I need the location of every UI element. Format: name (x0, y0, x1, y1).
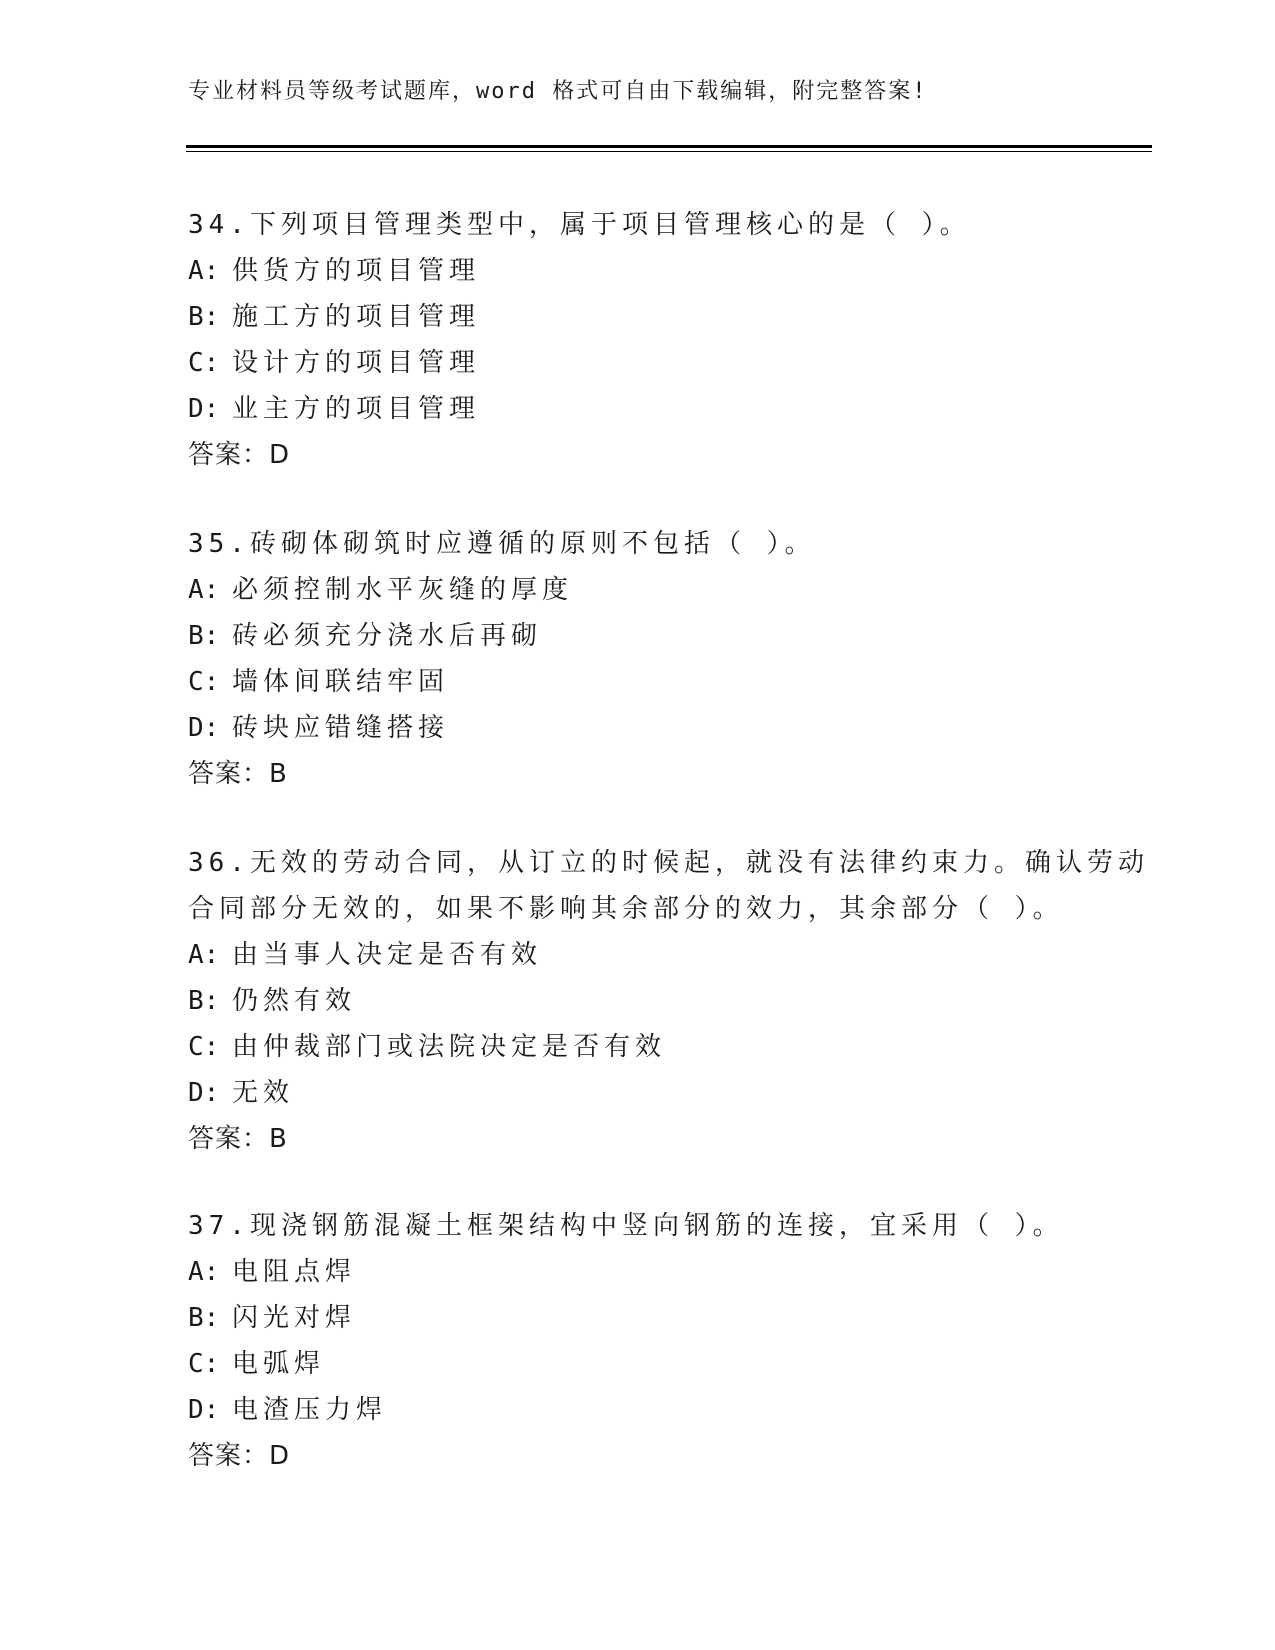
option-text: 仍然有效 (232, 986, 357, 1016)
option-text: 由当事人决定是否有效 (232, 940, 543, 970)
option-text: 电弧焊 (232, 1349, 326, 1379)
option-letter: B: (188, 986, 220, 1016)
option-text: 设计方的项目管理 (232, 348, 481, 378)
question-34 (188, 202, 1088, 478)
question-stem: 37.现浇钢筋混凝土框架结构中竖向钢筋的连接，宜采用（ ）。 (188, 1211, 1064, 1241)
answer-line: 答案：D (188, 440, 291, 470)
option-a (188, 248, 1088, 294)
option-letter: A: (188, 1257, 220, 1287)
option-letter: D: (188, 394, 220, 424)
option-b (188, 294, 1088, 340)
option-d (188, 705, 1088, 751)
option-d (188, 1387, 1088, 1433)
option-a (188, 932, 1088, 978)
option-letter: A: (188, 256, 220, 286)
option-text: 供货方的项目管理 (232, 256, 481, 286)
option-text: 业主方的项目管理 (232, 394, 481, 424)
question-stem-continued: 合同部分无效的，如果不影响其余部分的效力，其余部分（ ）。 (188, 894, 1064, 924)
answer-line: 答案：D (188, 1441, 291, 1471)
option-b (188, 613, 1088, 659)
option-letter: A: (188, 940, 220, 970)
option-text: 施工方的项目管理 (232, 302, 481, 332)
answer-line: 答案：B (188, 1124, 288, 1154)
question-stem: 34.下列项目管理类型中，属于项目管理核心的是（ ）。 (188, 210, 971, 240)
question-stem: 36.无效的劳动合同，从订立的时候起，就没有法律约束力。确认劳动 (188, 848, 1149, 878)
option-letter: C: (188, 1032, 220, 1062)
option-text: 由仲裁部门或法院决定是否有效 (232, 1032, 667, 1062)
option-text: 电阻点焊 (232, 1257, 357, 1287)
option-d (188, 386, 1088, 432)
option-letter: A: (188, 575, 220, 605)
option-letter: D: (188, 1078, 220, 1108)
option-c (188, 1024, 1088, 1070)
question-35 (188, 521, 1088, 797)
option-letter: C: (188, 1349, 220, 1379)
question-stem: 35.砖砌体砌筑时应遵循的原则不包括（ ）。 (188, 529, 816, 559)
option-text: 砖必须充分浇水后再砌 (232, 621, 543, 651)
question-36 (188, 840, 1149, 1162)
option-d (188, 1070, 1088, 1116)
option-letter: C: (188, 667, 220, 697)
header-rule-thin (186, 151, 1152, 152)
question-37 (188, 1203, 1088, 1479)
option-letter: B: (188, 302, 220, 332)
option-text: 墙体间联结牢固 (232, 667, 450, 697)
option-letter: C: (188, 348, 220, 378)
option-b (188, 1295, 1088, 1341)
option-letter: B: (188, 1303, 220, 1333)
option-c (188, 340, 1088, 386)
option-letter: D: (188, 1395, 220, 1425)
option-letter: D: (188, 713, 220, 743)
option-text: 电渣压力焊 (232, 1395, 388, 1425)
option-text: 闪光对焊 (232, 1303, 357, 1333)
header-rule-thick (186, 145, 1152, 148)
option-text: 无效 (232, 1078, 295, 1108)
option-a (188, 567, 1088, 613)
option-text: 砖块应错缝搭接 (232, 713, 450, 743)
option-c (188, 1341, 1088, 1387)
option-letter: B: (188, 621, 220, 651)
answer-line: 答案：B (188, 759, 288, 789)
option-text: 必须控制水平灰缝的厚度 (232, 575, 574, 605)
option-a (188, 1249, 1088, 1295)
document-header: 专业材料员等级考试题库，word 格式可自由下载编辑，附完整答案! (188, 79, 928, 104)
option-c (188, 659, 1088, 705)
option-b (188, 978, 1088, 1024)
